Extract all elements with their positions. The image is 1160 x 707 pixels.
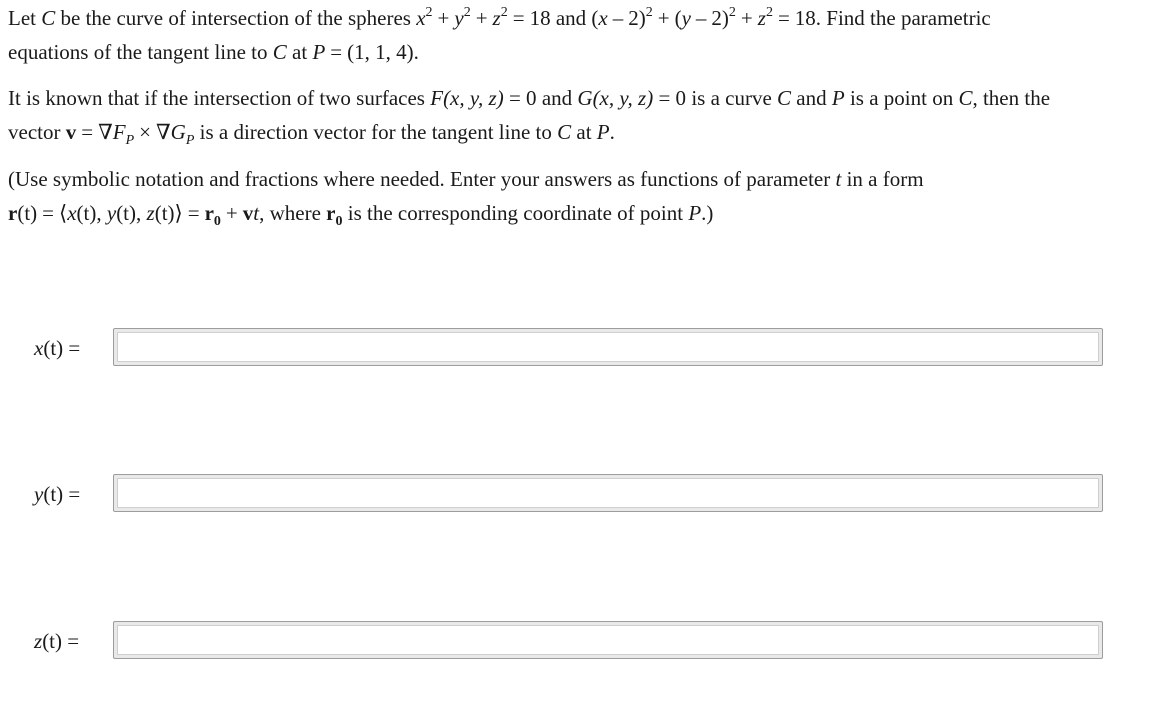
instructions-line-1: (Use symbolic notation and fractions where needed. Enter your answers as functions of parameter t in a form [8,167,924,191]
sphere-1-equation: $x^2 + y^2 + z^2 = 18$ [416,5,551,30]
hint-line-1: It is known that if the intersection of two surfaces F(x, y, z) = 0 and G(x, y, z) = 0 is a curve C and P is a point on C, then the [8,86,1051,110]
answer-row-z [0,621,1160,661]
x-of-t-input[interactable] [113,328,1103,366]
y-of-t-input[interactable] [113,474,1103,512]
answer-label-y: y(t) = [34,482,81,506]
answer-row-y [0,474,1160,514]
hint-line-2: vector $v = \nabla F_P \times \nabla G_P$ is a direction vector for the tangent line to C at P. [8,120,615,148]
answer-label-z: z(t) = [34,629,80,653]
problem-statement-line-1: Let C be the curve of intersection of the spheres $x^2 + y^2 + z^2 = 18$ and $(x - 2)^2 + (y - 2)^2 + z^2 = 18$. Find the parametric [8,5,991,30]
instructions-paragraph [8,162,1158,230]
sphere-2-equation: $(x - 2)^2 + (y - 2)^2 + z^2 = 18$. [591,5,822,30]
instructions-line-2: r(t) = ⟨x(t), y(t), z(t)⟩ = $r_0$ + vt, where $r_0$ is the corresponding coordinate of point P.) [8,201,714,229]
answer-label-x: x(t) = [34,336,81,360]
problem-statement-line-2: equations of the tangent line to C at P = (1, 1, 4). [8,40,419,64]
point-coordinates: (1, 1, 4). [347,40,419,64]
problem-statement [8,1,1158,69]
z-of-t-input[interactable] [113,621,1103,659]
hint-paragraph [8,81,1158,149]
gradient-cross-product: $\nabla F_P \times \nabla G_P$ [98,120,195,148]
answer-row-x [0,328,1160,368]
